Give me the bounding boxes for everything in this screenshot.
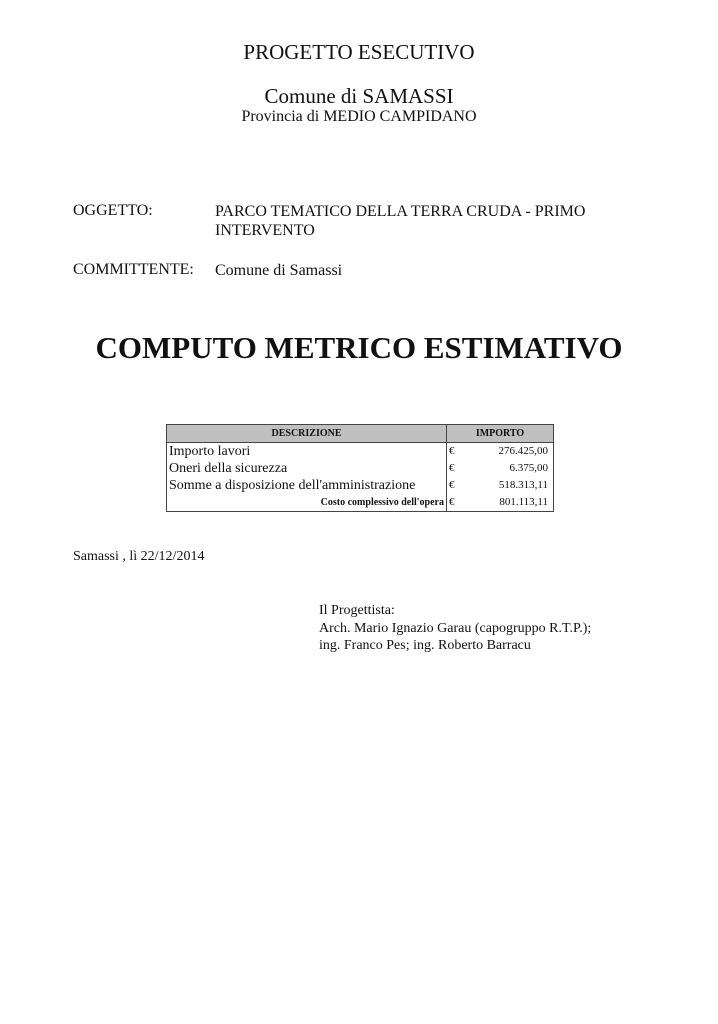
row-amount: 518.313,11 bbox=[459, 477, 554, 494]
row-amount: 276.425,00 bbox=[459, 443, 554, 461]
signature-names-line-2: ing. Franco Pes; ing. Roberto Barracu bbox=[319, 638, 531, 653]
committente-label: COMMITTENTE: bbox=[73, 261, 194, 278]
header-descrizione: DESCRIZIONE bbox=[167, 425, 447, 443]
table-total-row bbox=[167, 494, 554, 512]
table-header-row bbox=[167, 425, 554, 443]
comune-name: Comune di SAMASSI bbox=[264, 84, 454, 108]
committente-value: Comune di Samassi bbox=[215, 262, 343, 279]
row-description: Somme a disposizione dell'amministrazione bbox=[167, 477, 447, 494]
cost-summary-table bbox=[166, 424, 554, 512]
total-amount: 801.113,11 bbox=[459, 494, 554, 512]
row-currency: € bbox=[449, 462, 455, 474]
oggetto-value: PARCO TEMATICO DELLA TERRA CRUDA - PRIMO INTERVENTO bbox=[215, 203, 586, 239]
row-description: Oneri della sicurezza bbox=[167, 460, 447, 477]
provincia-name: Provincia di MEDIO CAMPIDANO bbox=[241, 108, 477, 125]
signature-names-line-1: Arch. Mario Ignazio Garau (capogruppo R.T.P.); bbox=[319, 620, 592, 636]
signature-block bbox=[319, 602, 591, 655]
document-title: COMPUTO METRICO ESTIMATIVO bbox=[95, 330, 623, 365]
header-importo: IMPORTO bbox=[447, 425, 554, 443]
row-currency: € bbox=[449, 479, 455, 491]
table-row bbox=[167, 443, 554, 461]
date-line: Samassi , lì 22/12/2014 bbox=[73, 549, 205, 564]
row-amount: 6.375,00 bbox=[459, 460, 554, 477]
total-currency: € bbox=[447, 494, 459, 512]
row-description: Importo lavori bbox=[167, 443, 447, 461]
table-row bbox=[167, 460, 554, 477]
project-title: PROGETTO ESECUTIVO bbox=[243, 40, 475, 64]
row-currency: € bbox=[449, 445, 455, 457]
total-label: Costo complessivo dell'opera bbox=[167, 494, 447, 512]
signature-title: Il Progettista: bbox=[319, 603, 395, 618]
oggetto-label: OGGETTO: bbox=[73, 202, 153, 219]
table-row bbox=[167, 477, 554, 494]
